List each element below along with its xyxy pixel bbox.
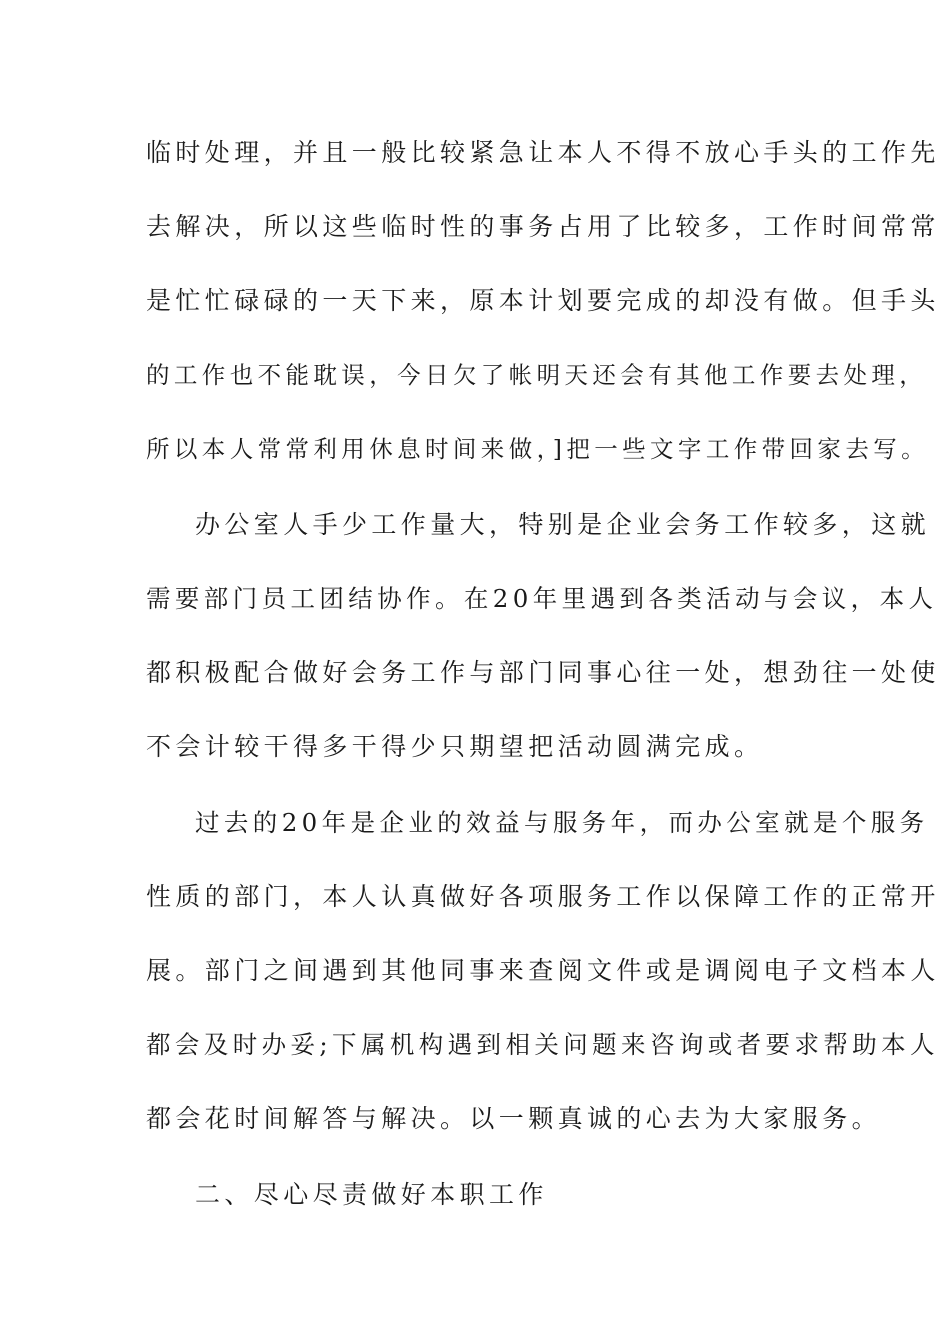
paragraph-line: 所以本人常常利用休息时间来做，]把一些文字工作带回家去写。	[146, 435, 930, 463]
paragraph-line: 性质的部门，本人认真做好各项服务工作以保障工作的正常开	[146, 882, 940, 911]
paragraph-line: 都积极配合做好会务工作与部门同事心往一处，想劲往一处使	[146, 658, 940, 687]
paragraph-line: 展。部门之间遇到其他同事来查阅文件或是调阅电子文档本人	[146, 956, 940, 985]
paragraph-line: 临时处理，并且一般比较紧急让本人不得不放心手头的工作先	[146, 138, 940, 167]
paragraph-line: 需要部门员工团结协作。在20年里遇到各类活动与会议，本人	[146, 584, 938, 613]
paragraph-line: 是忙忙碌碌的一天下来，原本计划要完成的却没有做。但手头	[146, 286, 940, 315]
paragraph-line: 的工作也不能耽误，今日欠了帐明天还会有其他工作要去处理，	[146, 361, 928, 389]
paragraph-line: 去解决，所以这些临时性的事务占用了比较多，工作时间常常	[146, 212, 940, 241]
paragraph-line: 办公室人手少工作量大，特别是企业会务工作较多，这就	[195, 510, 931, 539]
paragraph-line: 过去的20年是企业的效益与服务年，而办公室就是个服务	[195, 808, 929, 837]
paragraph-line: 都会及时办妥;下属机构遇到相关问题来咨询或者要求帮助本人	[146, 1030, 939, 1059]
paragraph-line: 不会计较干得多干得少只期望把活动圆满完成。	[146, 732, 764, 761]
paragraph-line: 都会花时间解答与解决。以一颗真诚的心去为大家服务。	[146, 1104, 882, 1133]
section-heading: 二、尽心尽责做好本职工作	[195, 1180, 548, 1209]
